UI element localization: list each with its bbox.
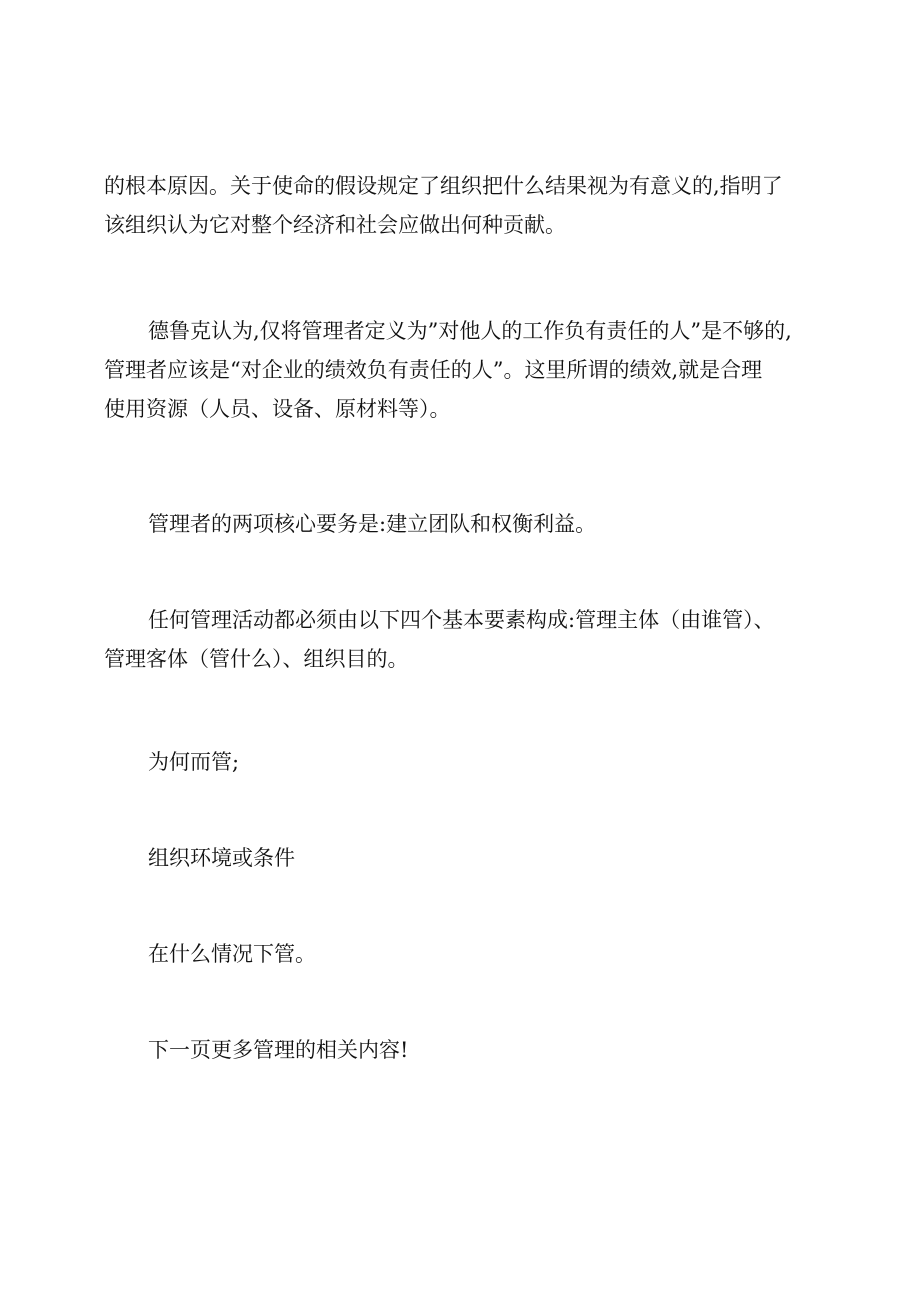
paragraph-line: 管理者的两项核心要务是:建立团队和权衡利益。 <box>148 512 597 536</box>
paragraph-line: 在什么情况下管。 <box>148 942 316 966</box>
paragraph-next-page <box>104 1031 820 1070</box>
paragraph-core-tasks <box>104 505 820 544</box>
paragraph-line: 任何管理活动都必须由以下四个基本要素构成:管理主体（由谁管）、 <box>148 608 775 632</box>
paragraph-drucker-definition <box>104 312 820 429</box>
paragraph-line: 使用资源（人员、设备、原材料等）。 <box>104 397 451 421</box>
paragraph-line: 下一页更多管理的相关内容! <box>148 1038 409 1062</box>
paragraph-line: 为何而管; <box>148 750 240 774</box>
paragraph-line: 管理者应该是“对企业的绩效负有责任的人”。这里所谓的绩效,就是合理 <box>104 358 763 382</box>
paragraph-line: 德鲁克认为,仅将管理者定义为”对他人的工作负有责任的人”是不够的, <box>148 319 792 343</box>
paragraph-line: 组织环境或条件 <box>148 846 295 870</box>
paragraph-line: 的根本原因。关于使命的假设规定了组织把什么结果视为有意义的,指明了 <box>104 174 783 198</box>
paragraph-circumstances <box>104 935 820 974</box>
paragraph-why-manage <box>104 743 820 782</box>
paragraph-line: 管理客体（管什么）、组织目的。 <box>104 647 409 671</box>
paragraph-four-elements <box>104 601 820 679</box>
paragraph-line: 该组织认为它对整个经济和社会应做出何种贡献。 <box>104 213 566 237</box>
paragraph-mission-assumption <box>104 167 820 245</box>
paragraph-environment <box>104 839 820 878</box>
